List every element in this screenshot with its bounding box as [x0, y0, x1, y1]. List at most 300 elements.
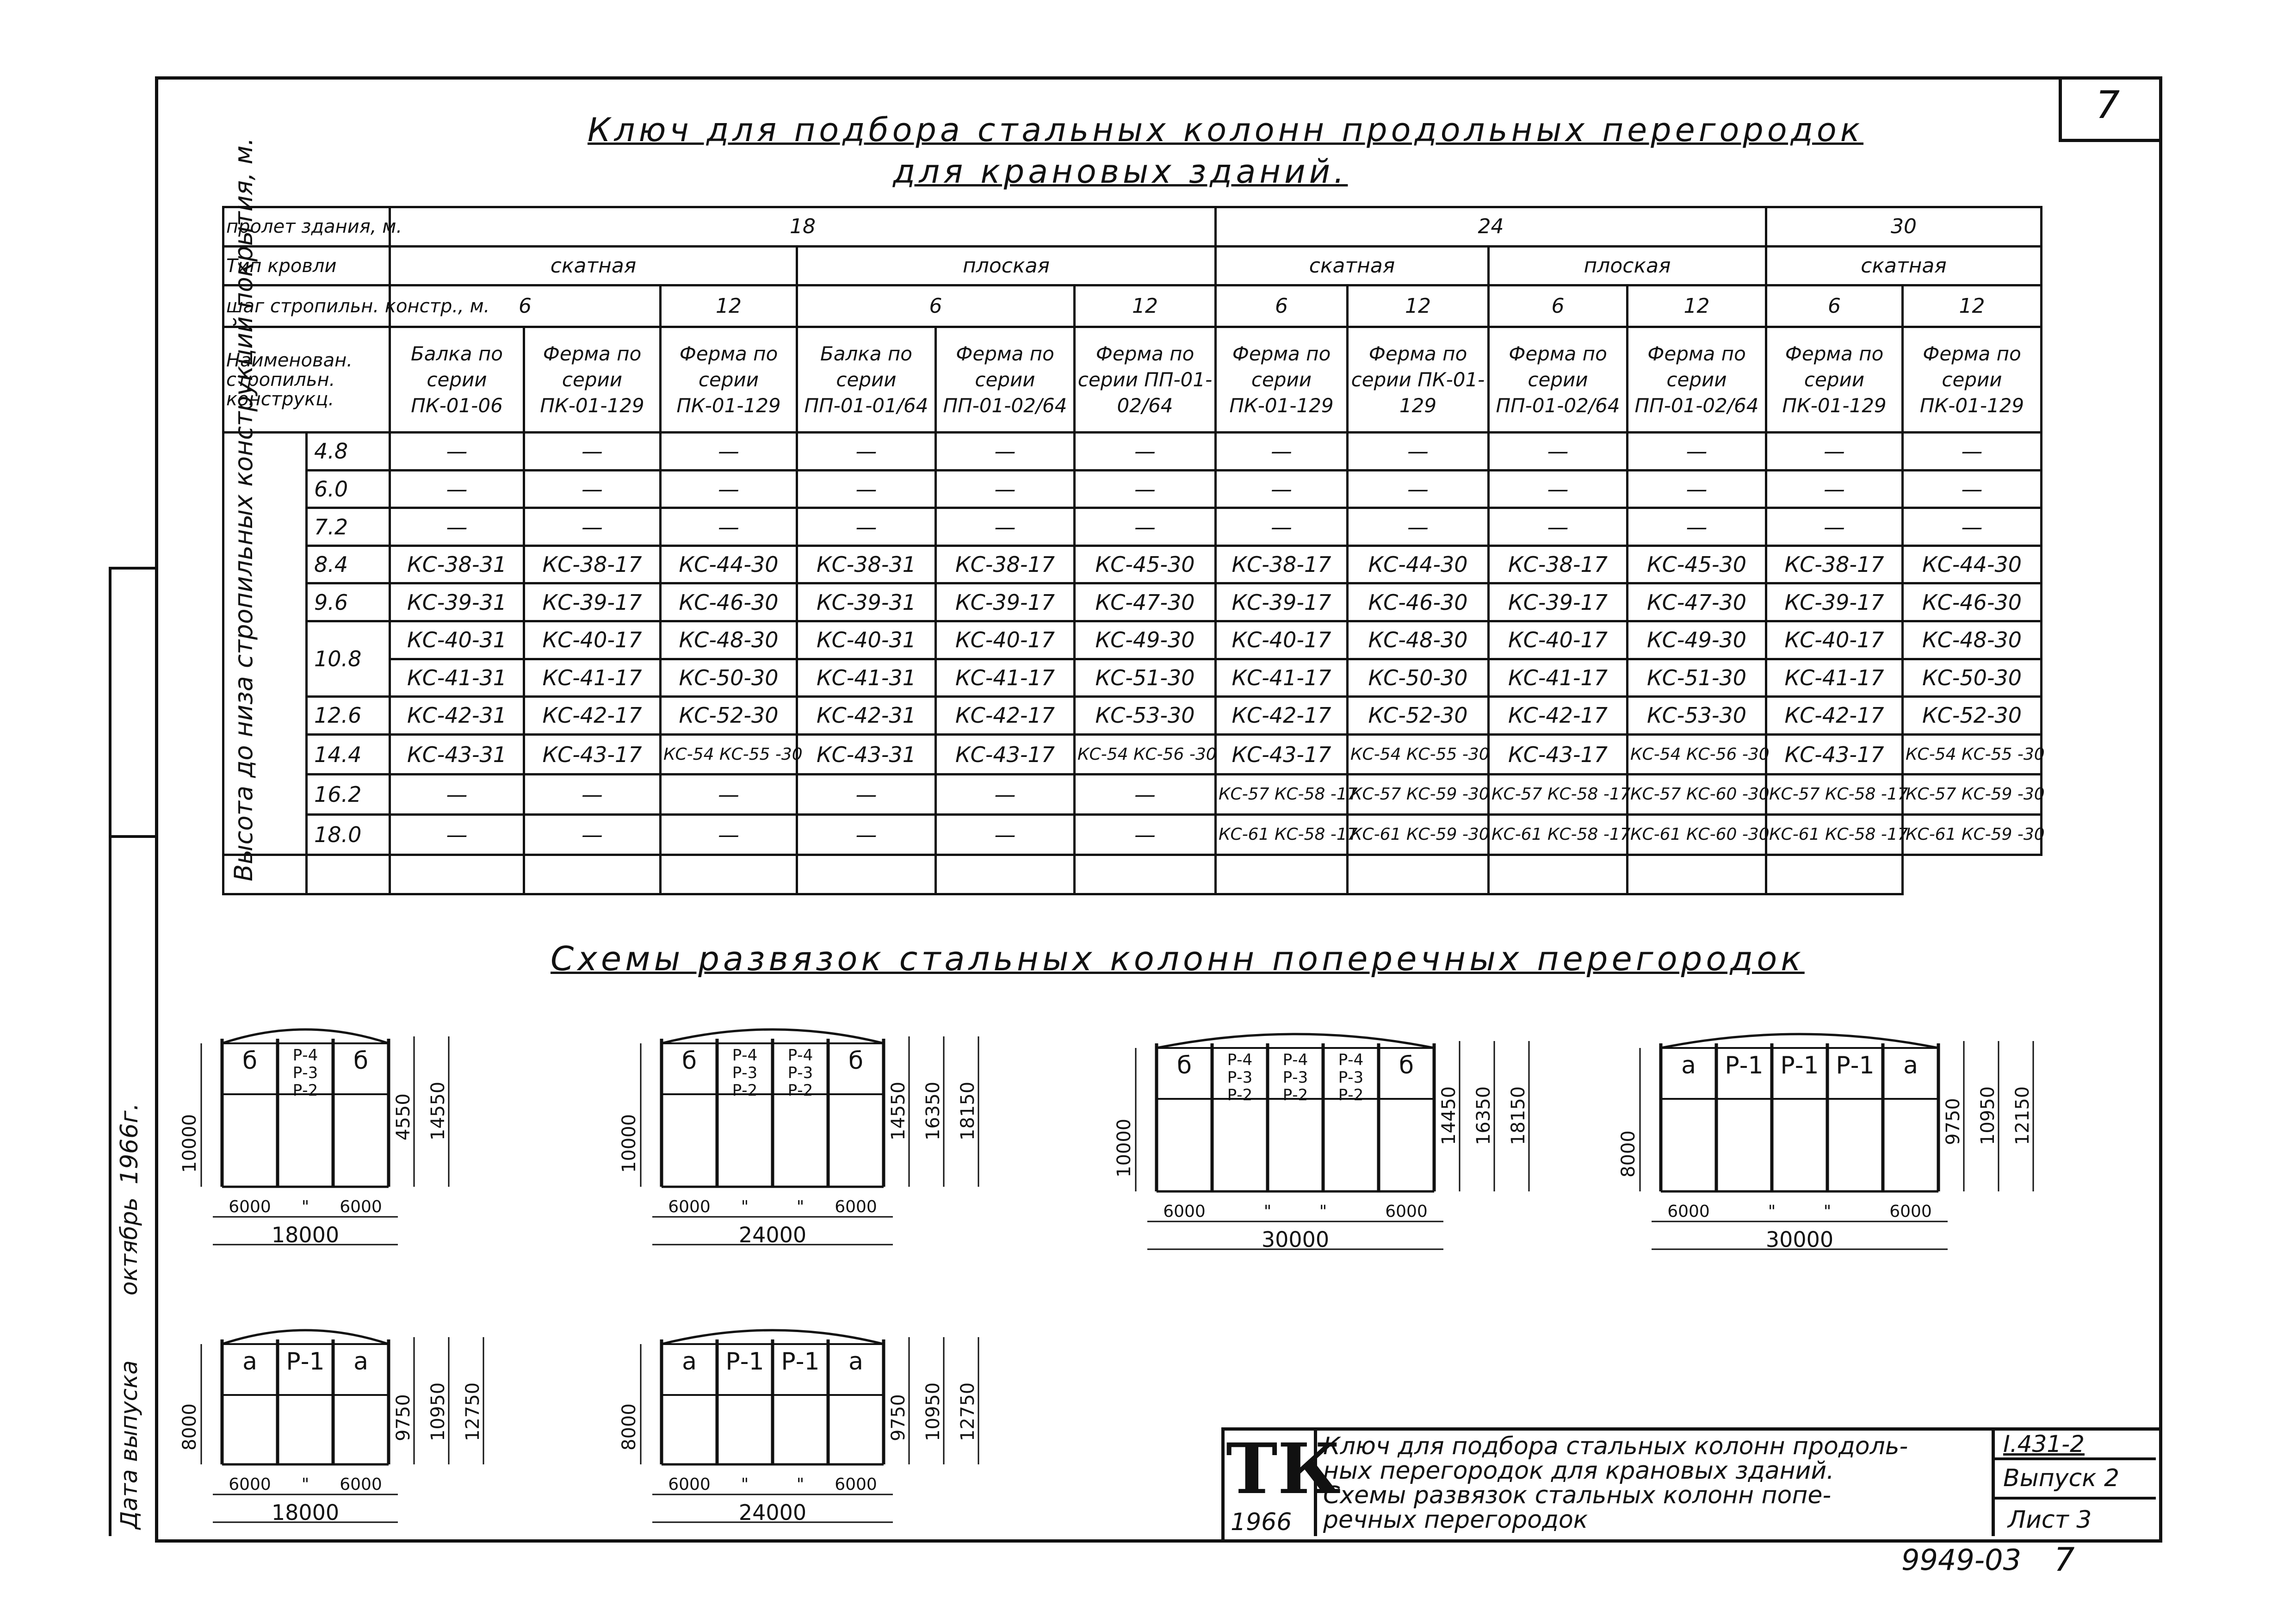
panel-label: Р-4 — [1282, 1051, 1308, 1069]
truss-name-cell: Балка по серии ПП-01-01/64 — [797, 327, 936, 433]
column-mark-cell: КС-61 КС-59 -30 — [1903, 815, 2042, 855]
title-block-logo: ТК — [1226, 1428, 1341, 1510]
column-mark-cell: — — [1075, 775, 1216, 815]
column-mark-cell: КС-53-30 — [1628, 697, 1766, 735]
span-18: 18 — [390, 207, 1216, 247]
truss-name-cell: Ферма по серии ПК-01-129 — [661, 327, 797, 433]
column-mark-cell: — — [661, 470, 797, 508]
panel-label: б — [242, 1047, 258, 1075]
bay-dimension: 6000 — [1667, 1202, 1710, 1221]
bay-dimension: 6000 — [340, 1197, 382, 1216]
column-mark-cell: КС-38-31 — [797, 545, 936, 583]
panel-label: а — [1903, 1052, 1918, 1079]
column-mark-cell: КС-42-17 — [1766, 697, 1903, 735]
bay-dimension: " — [796, 1475, 805, 1494]
column-mark-cell: КС-48-30 — [661, 621, 797, 659]
height-dimension: 10000 — [1114, 1118, 1135, 1178]
bay-dimension: 6000 — [668, 1475, 711, 1494]
step-cell: 12 — [1075, 285, 1216, 327]
column-mark-cell: КС-41-31 — [390, 659, 524, 697]
truss-name-cell: Ферма по серии ПК-01-129 — [1216, 327, 1348, 433]
total-span-dimension: 24000 — [738, 1222, 807, 1247]
column-mark-cell: — — [524, 470, 661, 508]
height-value: 8.4 — [307, 545, 390, 583]
column-mark-cell: — — [1216, 470, 1348, 508]
column-mark-cell: — — [1075, 508, 1216, 546]
column-mark-cell: КС-44-30 — [1348, 545, 1489, 583]
column-mark-cell: КС-42-31 — [390, 697, 524, 735]
truss-name-cell: Ферма по серии ПП-01-02/64 — [1489, 327, 1628, 433]
column-mark-cell: КС-52-30 — [1903, 697, 2042, 735]
column-mark-cell: КС-43-17 — [524, 734, 661, 775]
bay-dimension: 6000 — [229, 1475, 271, 1494]
height-dimension: 16350 — [922, 1081, 944, 1141]
column-mark-cell: — — [1348, 433, 1489, 471]
bay-dimension: 6000 — [1385, 1202, 1428, 1221]
panel-label: Р-3 — [1338, 1068, 1364, 1087]
bay-dimension: 6000 — [835, 1197, 877, 1216]
column-mark-cell: КС-41-17 — [936, 659, 1075, 697]
column-mark-cell: КС-51-30 — [1075, 659, 1216, 697]
column-mark-cell: КС-57 КС-59 -30 — [1903, 775, 2042, 815]
truss-name-cell: Балка по серии ПК-01-06 — [390, 327, 524, 433]
height-value: 16.2 — [307, 775, 390, 815]
column-mark-cell: — — [390, 433, 524, 471]
panel-label: б — [353, 1047, 369, 1075]
bay-dimension: " — [1263, 1202, 1272, 1221]
column-mark-cell: КС-41-17 — [1489, 659, 1628, 697]
column-mark-cell: КС-46-30 — [1903, 583, 2042, 621]
bay-dimension: " — [1768, 1202, 1776, 1221]
column-mark-cell: — — [936, 433, 1075, 471]
column-mark-cell: КС-54 КС-55 -30 — [1903, 734, 2042, 775]
column-mark-cell: — — [1628, 433, 1766, 471]
column-mark-cell: КС-41-17 — [524, 659, 661, 697]
column-mark-cell: КС-46-30 — [1348, 583, 1489, 621]
truss-step-header: шаг стропильн. констр., м. — [223, 285, 390, 327]
column-mark-cell: КС-40-31 — [390, 621, 524, 659]
title-block-year: 1966 — [1231, 1508, 1292, 1536]
column-mark-cell: КС-61 КС-58 -17 — [1489, 815, 1628, 855]
partition-scheme — [620, 1314, 1036, 1564]
column-mark-cell: КС-54 КС-56 -30 — [1075, 734, 1216, 775]
step-cell: 6 — [390, 285, 661, 327]
column-mark-cell: — — [661, 433, 797, 471]
truss-name-cell: Ферма по серии ПП-01-02/64 — [1075, 327, 1216, 433]
height-value: 7.2 — [307, 508, 390, 546]
column-mark-cell: КС-57 КС-58 -17 — [1489, 775, 1628, 815]
bottom-page: 7 — [2054, 1541, 2075, 1579]
panel-label: б — [681, 1047, 697, 1075]
height-dimension: 10950 — [922, 1382, 944, 1441]
step-cell: 6 — [1216, 285, 1348, 327]
column-mark-cell: — — [1216, 508, 1348, 546]
height-value: 10.8 — [307, 621, 390, 696]
column-mark-cell: КС-40-17 — [1766, 621, 1903, 659]
column-mark-cell: — — [661, 815, 797, 855]
panel-label: Р-1 — [1725, 1052, 1764, 1079]
height-dimension: 12750 — [462, 1382, 483, 1441]
total-span-dimension: 30000 — [1765, 1227, 1834, 1252]
bay-dimension: 6000 — [835, 1475, 877, 1494]
height-dimension: 4550 — [393, 1093, 414, 1141]
column-mark-cell: КС-42-17 — [1216, 697, 1348, 735]
total-span-dimension: 30000 — [1261, 1227, 1330, 1252]
column-mark-cell: КС-43-31 — [797, 734, 936, 775]
blank-cell — [1216, 855, 1348, 894]
height-dimension: 10950 — [427, 1382, 449, 1441]
column-mark-cell: КС-38-31 — [390, 545, 524, 583]
total-span-dimension: 24000 — [738, 1500, 807, 1525]
column-mark-cell: — — [797, 775, 936, 815]
column-mark-cell: КС-40-17 — [524, 621, 661, 659]
panel-label: Р-4 — [1227, 1051, 1253, 1069]
bay-dimension: 6000 — [668, 1197, 711, 1216]
column-mark-cell: КС-40-17 — [1216, 621, 1348, 659]
height-value: 9.6 — [307, 583, 390, 621]
column-mark-cell: КС-44-30 — [1903, 545, 2042, 583]
panel-label: Р-1 — [725, 1348, 764, 1376]
height-dimension: 9750 — [1943, 1098, 1964, 1145]
schemes-title: Схемы развязок стальных колонн поперечных перегородок — [551, 939, 1805, 978]
panel-label: а — [242, 1348, 257, 1376]
panel-label: Р-1 — [1780, 1052, 1819, 1079]
key-title-line2: для крановых зданий. — [893, 153, 1348, 191]
side-stamp-year: 1966г. — [116, 1103, 143, 1184]
column-mark-cell: — — [1766, 470, 1903, 508]
column-mark-cell: — — [1903, 433, 2042, 471]
column-mark-cell: КС-43-17 — [1216, 734, 1348, 775]
panel-label: Р-2 — [292, 1081, 318, 1100]
title-block-desc-4: речных перегородок — [1323, 1506, 1588, 1534]
column-mark-cell: КС-47-30 — [1628, 583, 1766, 621]
step-cell: 12 — [1628, 285, 1766, 327]
column-mark-cell: КС-43-17 — [1766, 734, 1903, 775]
panel-label: Р-3 — [732, 1064, 758, 1082]
blank-cell — [1348, 855, 1489, 894]
column-mark-cell: КС-54 КС-56 -30 — [1628, 734, 1766, 775]
height-value: 18.0 — [307, 815, 390, 855]
height-dimension: 12150 — [2012, 1086, 2033, 1145]
height-dimension: 8000 — [619, 1403, 640, 1450]
side-stamp-date-label: Дата выпуска — [116, 1360, 142, 1529]
column-mark-cell: — — [1489, 470, 1628, 508]
column-mark-cell: КС-41-31 — [797, 659, 936, 697]
column-mark-cell: — — [1348, 470, 1489, 508]
height-value: 6.0 — [307, 470, 390, 508]
bay-dimension: " — [1319, 1202, 1327, 1221]
column-mark-cell: — — [797, 470, 936, 508]
column-mark-cell: КС-42-17 — [524, 697, 661, 735]
height-dimension: 18150 — [1508, 1086, 1529, 1145]
column-mark-cell: — — [797, 508, 936, 546]
panel-label: а — [682, 1348, 697, 1376]
panel-label: б — [1399, 1052, 1414, 1079]
column-mark-cell: КС-47-30 — [1075, 583, 1216, 621]
title-block-series: I.431-2 — [2003, 1431, 2085, 1457]
column-mark-cell: КС-52-30 — [1348, 697, 1489, 735]
column-mark-cell: — — [1348, 508, 1489, 546]
column-mark-cell: КС-57 КС-58 -17 — [1766, 775, 1903, 815]
column-mark-cell: КС-61 КС-58 -17 — [1216, 815, 1348, 855]
panel-label: Р-3 — [292, 1064, 318, 1082]
column-mark-cell: КС-48-30 — [1903, 621, 2042, 659]
bay-dimension: " — [301, 1475, 309, 1494]
column-mark-cell: КС-57 КС-58 -17 — [1216, 775, 1348, 815]
column-mark-cell: КС-49-30 — [1075, 621, 1216, 659]
column-mark-cell: — — [936, 470, 1075, 508]
column-mark-cell: КС-39-31 — [390, 583, 524, 621]
panel-label: Р-4 — [732, 1046, 758, 1065]
panel-label: Р-2 — [1338, 1086, 1364, 1104]
panel-label: Р-3 — [1282, 1068, 1308, 1087]
column-mark-cell: — — [1903, 470, 2042, 508]
column-mark-cell: КС-42-17 — [936, 697, 1075, 735]
height-dimension: 10000 — [179, 1114, 200, 1173]
column-mark-cell: — — [936, 508, 1075, 546]
step-cell: 6 — [1489, 285, 1628, 327]
panel-label: Р-1 — [286, 1348, 325, 1376]
column-mark-cell: — — [797, 815, 936, 855]
column-mark-cell: — — [390, 508, 524, 546]
blank-cell — [390, 855, 524, 894]
column-mark-cell: КС-41-17 — [1216, 659, 1348, 697]
blank-cell — [797, 855, 936, 894]
column-mark-cell: КС-40-17 — [1489, 621, 1628, 659]
panel-label: Р-3 — [1227, 1068, 1253, 1087]
bay-dimension: 6000 — [1163, 1202, 1206, 1221]
column-mark-cell: — — [936, 815, 1075, 855]
span-24: 24 — [1216, 207, 1766, 247]
roof-type-cell: плоская — [1489, 246, 1766, 285]
column-mark-cell: КС-39-17 — [524, 583, 661, 621]
step-cell: 6 — [797, 285, 1075, 327]
height-axis-label: Высота до низа стропильных конструкций покрытия, м. — [229, 137, 258, 881]
column-mark-cell: КС-54 КС-55 -30 — [661, 734, 797, 775]
title-block-sheet: Лист 3 — [2008, 1506, 2092, 1534]
column-mark-cell: КС-39-17 — [1489, 583, 1628, 621]
height-dimension: 8000 — [1618, 1130, 1639, 1178]
bay-dimension: " — [301, 1197, 309, 1216]
height-dimension: 18150 — [957, 1081, 978, 1141]
column-mark-cell: КС-43-17 — [936, 734, 1075, 775]
column-mark-cell: КС-51-30 — [1628, 659, 1766, 697]
column-mark-cell: КС-50-30 — [661, 659, 797, 697]
column-mark-cell: КС-50-30 — [1348, 659, 1489, 697]
title-block-desc-3: Схемы развязок стальных колонн попе- — [1323, 1481, 1832, 1509]
blank-cell — [307, 855, 390, 894]
side-stamp-date-value: октябрь — [116, 1197, 142, 1295]
column-mark-cell: КС-49-30 — [1628, 621, 1766, 659]
partition-scheme — [1115, 1018, 1587, 1291]
partition-scheme — [1619, 1018, 2091, 1291]
column-mark-cell: — — [1489, 433, 1628, 471]
column-mark-cell: КС-39-17 — [1766, 583, 1903, 621]
column-mark-cell: — — [524, 433, 661, 471]
partition-scheme — [180, 1314, 541, 1564]
height-value: 14.4 — [307, 734, 390, 775]
panel-label: Р-2 — [732, 1081, 758, 1100]
height-dimension: 9750 — [393, 1394, 414, 1441]
column-mark-cell: — — [390, 470, 524, 508]
column-mark-cell: КС-43-31 — [390, 734, 524, 775]
height-dimension: 10950 — [1977, 1086, 1999, 1145]
panel-label: Р-1 — [781, 1348, 820, 1376]
height-dimension: 8000 — [179, 1403, 200, 1450]
panel-label: Р-4 — [292, 1046, 318, 1065]
height-dimension: 12750 — [957, 1382, 978, 1441]
height-dimension: 9750 — [888, 1394, 909, 1441]
column-mark-cell: — — [1216, 433, 1348, 471]
panel-label: Р-2 — [1227, 1086, 1253, 1104]
title-block-desc-1: Ключ для подбора стальных колонн продоль- — [1323, 1432, 1908, 1460]
panel-label: Р-3 — [787, 1064, 813, 1082]
partition-scheme — [620, 1013, 1036, 1286]
bay-dimension: " — [796, 1197, 805, 1216]
bay-dimension: " — [1823, 1202, 1832, 1221]
step-cell: 12 — [1903, 285, 2042, 327]
column-mark-cell: КС-48-30 — [1348, 621, 1489, 659]
column-mark-cell: КС-40-31 — [797, 621, 936, 659]
column-mark-cell: КС-42-17 — [1489, 697, 1628, 735]
partition-scheme — [180, 1013, 541, 1286]
column-mark-cell: КС-44-30 — [661, 545, 797, 583]
column-mark-cell: КС-57 КС-60 -30 — [1628, 775, 1766, 815]
bottom-code: 9949-03 — [1901, 1543, 2022, 1577]
column-mark-cell: КС-54 КС-55 -30 — [1348, 734, 1489, 775]
column-mark-cell: — — [1075, 433, 1216, 471]
panel-label: Р-2 — [787, 1081, 813, 1100]
column-mark-cell: — — [661, 775, 797, 815]
column-mark-cell: КС-50-30 — [1903, 659, 2042, 697]
column-mark-cell: — — [1075, 470, 1216, 508]
blank-cell — [1766, 855, 1903, 894]
truss-name-header: Наименован. стропильн. конструкц. — [223, 327, 390, 433]
span-header: пролет здания, м. — [223, 207, 390, 247]
panel-label: а — [848, 1348, 863, 1376]
column-mark-cell: КС-41-17 — [1766, 659, 1903, 697]
column-mark-cell: — — [797, 433, 936, 471]
column-mark-cell: — — [1489, 508, 1628, 546]
truss-name-cell: Ферма по серии ПК-01-129 — [1766, 327, 1903, 433]
panel-label: Р-4 — [1338, 1051, 1364, 1069]
column-mark-cell: КС-42-31 — [797, 697, 936, 735]
column-mark-cell: КС-45-30 — [1628, 545, 1766, 583]
height-dimension: 14550 — [888, 1081, 909, 1141]
column-mark-cell: КС-45-30 — [1075, 545, 1216, 583]
height-value: 4.8 — [307, 433, 390, 471]
step-cell: 6 — [1766, 285, 1903, 327]
truss-name-cell: Ферма по серии ПП-01-02/64 — [936, 327, 1075, 433]
column-mark-cell: КС-61 КС-59 -30 — [1348, 815, 1489, 855]
truss-name-cell: Ферма по серии ПК-01-129 — [1348, 327, 1489, 433]
column-mark-cell: — — [1766, 508, 1903, 546]
column-mark-cell: — — [1766, 433, 1903, 471]
column-mark-cell: — — [1075, 815, 1216, 855]
column-mark-cell: — — [661, 508, 797, 546]
height-dimension: 14550 — [427, 1081, 449, 1141]
panel-label: б — [848, 1047, 864, 1075]
bay-dimension: " — [741, 1475, 749, 1494]
column-mark-cell: — — [936, 775, 1075, 815]
column-mark-cell: КС-39-17 — [936, 583, 1075, 621]
roof-type-header: Тип кровли — [223, 246, 390, 285]
key-title-line1: Ключ для подбора стальных колонн продольных перегородок — [588, 111, 1864, 149]
column-mark-cell: КС-38-17 — [524, 545, 661, 583]
column-mark-cell: — — [1628, 470, 1766, 508]
panel-label: Р-4 — [787, 1046, 813, 1065]
title-block-desc-2: ных перегородок для крановых зданий. — [1323, 1457, 1834, 1485]
blank-cell — [1489, 855, 1628, 894]
column-mark-cell: — — [524, 775, 661, 815]
column-mark-cell: КС-61 КС-60 -30 — [1628, 815, 1766, 855]
blank-cell — [936, 855, 1075, 894]
column-mark-cell: КС-38-17 — [1489, 545, 1628, 583]
panel-label: Р-1 — [1836, 1052, 1875, 1079]
column-mark-cell: — — [524, 508, 661, 546]
column-mark-cell: КС-53-30 — [1075, 697, 1216, 735]
panel-label: Р-2 — [1282, 1086, 1308, 1104]
column-mark-cell: КС-57 КС-59 -30 — [1348, 775, 1489, 815]
span-30: 30 — [1766, 207, 2042, 247]
truss-name-cell: Ферма по серии ПП-01-02/64 — [1628, 327, 1766, 433]
column-mark-cell: КС-38-17 — [936, 545, 1075, 583]
bay-dimension: 6000 — [229, 1197, 271, 1216]
column-mark-cell: КС-39-17 — [1216, 583, 1348, 621]
roof-type-cell: скатная — [390, 246, 797, 285]
roof-type-cell: плоская — [797, 246, 1216, 285]
height-dimension: 14450 — [1438, 1086, 1460, 1145]
column-mark-cell: КС-43-17 — [1489, 734, 1628, 775]
bay-dimension: 6000 — [340, 1475, 382, 1494]
column-mark-cell: КС-38-17 — [1766, 545, 1903, 583]
column-mark-cell: — — [1903, 508, 2042, 546]
blank-cell — [524, 855, 661, 894]
roof-type-cell: скатная — [1216, 246, 1489, 285]
page-number: 7 — [2096, 83, 2120, 127]
total-span-dimension: 18000 — [271, 1500, 340, 1525]
column-mark-cell: КС-38-17 — [1216, 545, 1348, 583]
bay-dimension: " — [741, 1197, 749, 1216]
bay-dimension: 6000 — [1889, 1202, 1932, 1221]
title-block-issue: Выпуск 2 — [2003, 1464, 2120, 1492]
column-mark-cell: — — [390, 815, 524, 855]
column-mark-cell: КС-52-30 — [661, 697, 797, 735]
truss-name-cell: Ферма по серии ПК-01-129 — [1903, 327, 2042, 433]
column-mark-cell: КС-61 КС-58 -17 — [1766, 815, 1903, 855]
height-value: 12.6 — [307, 697, 390, 735]
column-mark-cell: — — [524, 815, 661, 855]
column-mark-cell: КС-40-17 — [936, 621, 1075, 659]
roof-type-cell: скатная — [1766, 246, 2042, 285]
blank-cell — [1075, 855, 1216, 894]
panel-label: а — [1681, 1052, 1696, 1079]
panel-label: б — [1176, 1052, 1192, 1079]
column-mark-cell: КС-46-30 — [661, 583, 797, 621]
blank-cell — [661, 855, 797, 894]
step-cell: 12 — [661, 285, 797, 327]
step-cell: 12 — [1348, 285, 1489, 327]
height-dimension: 10000 — [619, 1114, 640, 1173]
blank-cell — [1628, 855, 1766, 894]
column-mark-cell: — — [1628, 508, 1766, 546]
truss-name-cell: Ферма по серии ПК-01-129 — [524, 327, 661, 433]
column-mark-cell: КС-39-31 — [797, 583, 936, 621]
height-dimension: 16350 — [1473, 1086, 1494, 1145]
panel-label: а — [353, 1348, 368, 1376]
column-mark-cell: — — [390, 775, 524, 815]
total-span-dimension: 18000 — [271, 1222, 340, 1247]
